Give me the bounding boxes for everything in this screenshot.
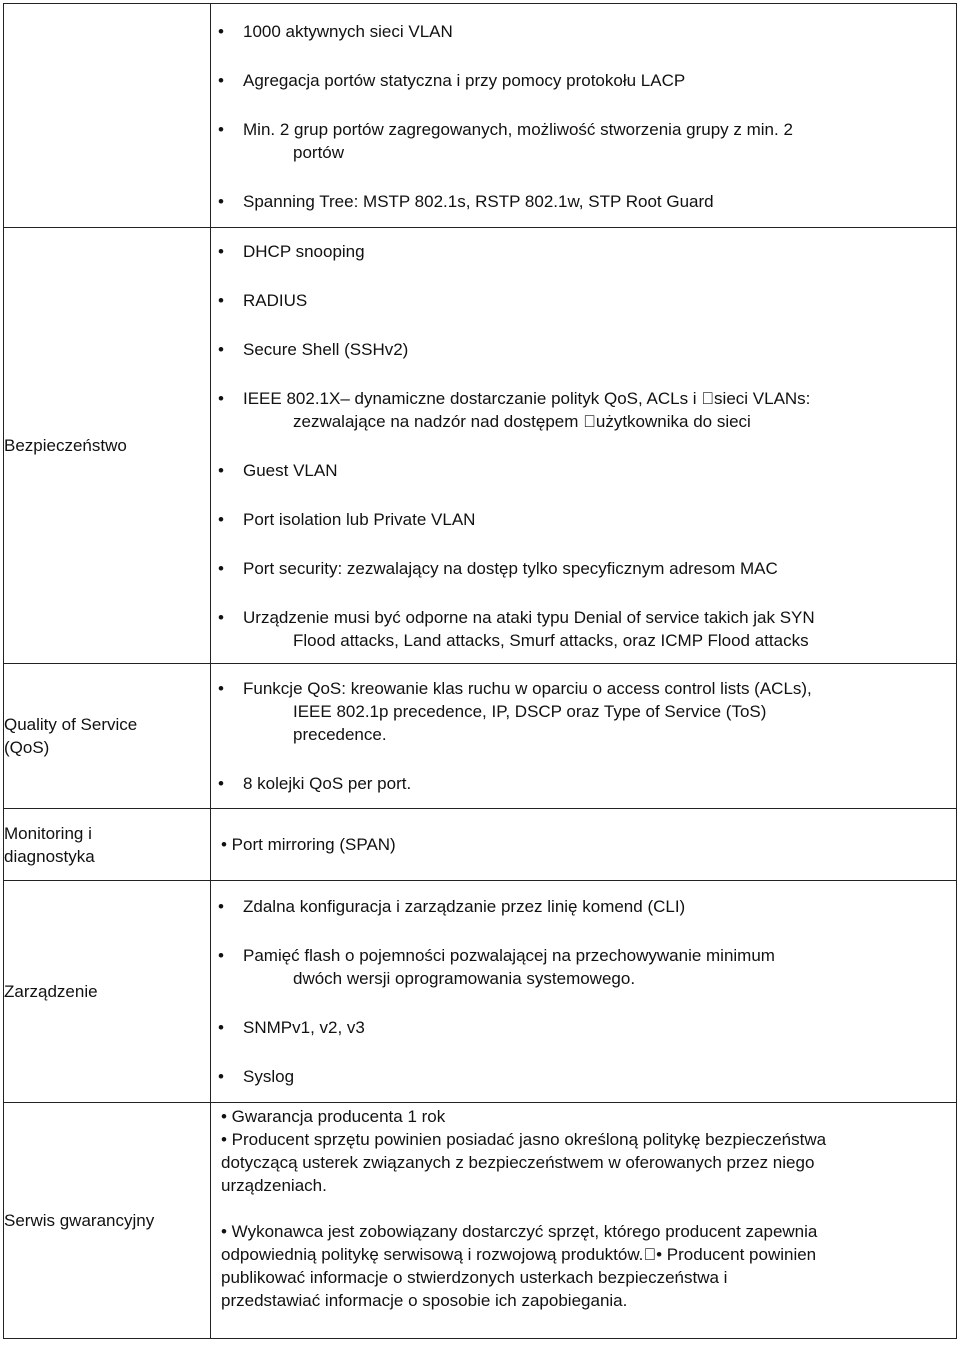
list-item-text: DHCP snooping [243, 241, 365, 261]
list-item [211, 69, 956, 92]
list-item [211, 240, 956, 263]
warranty-line: przedstawiać informacje o sposobie ich zapobiegania. [221, 1291, 628, 1310]
warranty-line: • Producent sprzętu powinien posiadać jasno określoną politykę bezpieczeństwa [221, 1130, 827, 1149]
table-row [4, 1103, 957, 1339]
list-item-text: Syslog [243, 1067, 295, 1086]
list-item-continuation: Flood attacks, Land attacks, Smurf attacks, oraz ICMP Flood attacks [293, 630, 809, 650]
row-content [211, 228, 957, 664]
list-item-continuation: zezwalające na nadzór nad dostępem użytkownika do sieci [293, 411, 739, 431]
list-item [211, 677, 956, 746]
table-row [4, 664, 957, 809]
list-item [211, 459, 956, 482]
list-item-text: Urządzenie musi być odporne na ataki typu Denial of service takich jak SYN [243, 607, 815, 627]
list-item-text: Guest VLAN [243, 460, 338, 480]
table-row [4, 4, 957, 228]
row-label-empty [4, 4, 211, 228]
list-item [211, 1016, 956, 1039]
list-item-text: Min. 2 grup portów zagregowanych, możliwość stworzenia grupy z min. 2 [243, 119, 793, 139]
list-item-text: Funkcje QoS: kreowanie klas ruchu w oparciu o access control lists (ACLs), [243, 679, 812, 698]
list-item [211, 387, 956, 433]
list-item-text: IEEE 802.1X– dynamiczne dostarczanie polityk QoS, ACLs i sieci VLANs: [243, 388, 798, 408]
row-label-warranty [4, 1103, 211, 1339]
row-label-text: Quality of Service [4, 715, 138, 734]
list-item-continuation: IEEE 802.1p precedence, IP, DSCP oraz Type of Service (ToS) [293, 702, 767, 721]
table-row [4, 228, 957, 664]
row-label-management [4, 881, 211, 1103]
row-label-qos [4, 664, 211, 809]
warranty-line: • Wykonawca jest zobowiązany dostarczyć sprzęt, którego producent zapewnia [221, 1222, 818, 1241]
row-content [211, 809, 957, 881]
row-label-text: Serwis gwarancyjny [4, 1211, 155, 1230]
warranty-line: odpowiednią politykę serwisową i rozwojową produktów. • Producent powinien [221, 1245, 809, 1264]
list-item [211, 606, 956, 652]
feature-list [211, 240, 956, 652]
list-item [211, 944, 956, 990]
list-item [211, 895, 956, 918]
feature-list [211, 677, 956, 795]
list-item [211, 508, 956, 531]
list-item-text: Pamięć flash o pojemności pozwalającej na przechowywanie minimum [243, 946, 775, 965]
list-item-continuation: dwóch wersji oprogramowania systemowego. [293, 969, 636, 988]
row-content [211, 664, 957, 809]
row-label-security [4, 228, 211, 664]
row-content [211, 881, 957, 1103]
list-item [211, 289, 956, 312]
feature-list [211, 895, 956, 1088]
list-item-continuation: precedence. [293, 725, 387, 744]
feature-list [211, 20, 956, 213]
list-item [211, 772, 956, 795]
list-item-text: 1000 aktywnych sieci VLAN [243, 21, 453, 41]
list-item [211, 190, 956, 213]
row-label-text: Bezpieczeństwo [4, 436, 127, 455]
table-row [4, 809, 957, 881]
list-item [211, 557, 956, 580]
list-item [211, 338, 956, 361]
row-label-text: (QoS) [4, 738, 50, 757]
row-content [211, 1103, 957, 1339]
row-label-monitoring [4, 809, 211, 881]
list-item [211, 20, 956, 43]
port-mirroring-text: • Port mirroring (SPAN) [221, 835, 396, 854]
list-item-text: Spanning Tree: MSTP 802.1s, RSTP 802.1w, STP Root Guard [243, 191, 714, 211]
warranty-line: • Gwarancja producenta 1 rok [221, 1107, 446, 1126]
list-item-text: Port isolation lub Private VLAN [243, 509, 476, 529]
list-item [211, 1065, 956, 1088]
row-label-text: diagnostyka [4, 846, 95, 866]
table-row [4, 881, 957, 1103]
list-item-text: Port security: zezwalający na dostęp tylko specyficznym adresom MAC [243, 558, 778, 578]
list-item-text: Secure Shell (SSHv2) [243, 339, 409, 359]
row-label-text: Monitoring i [4, 823, 92, 843]
row-label-text: Zarządzenie [4, 982, 98, 1001]
list-item-text: RADIUS [243, 290, 308, 310]
list-item [211, 118, 956, 164]
list-item-continuation: portów [293, 142, 345, 162]
list-item-text: Agregacja portów statyczna i przy pomocy protokołu LACP [243, 70, 686, 90]
list-item-text: SNMPv1, v2, v3 [243, 1018, 365, 1037]
warranty-line: publikować informacje o stwierdzonych usterkach bezpieczeństwa i [221, 1268, 728, 1287]
list-item-text: 8 kolejki QoS per port. [243, 774, 412, 793]
warranty-line: urządzeniach. [221, 1176, 327, 1195]
specification-table [3, 3, 957, 1339]
warranty-line: dotyczącą usterek związanych z bezpieczeństwem w oferowanych przez niego [221, 1153, 815, 1172]
row-content [211, 4, 957, 228]
list-item-text: Zdalna konfiguracja i zarządzanie przez linię komend (CLI) [243, 897, 686, 916]
